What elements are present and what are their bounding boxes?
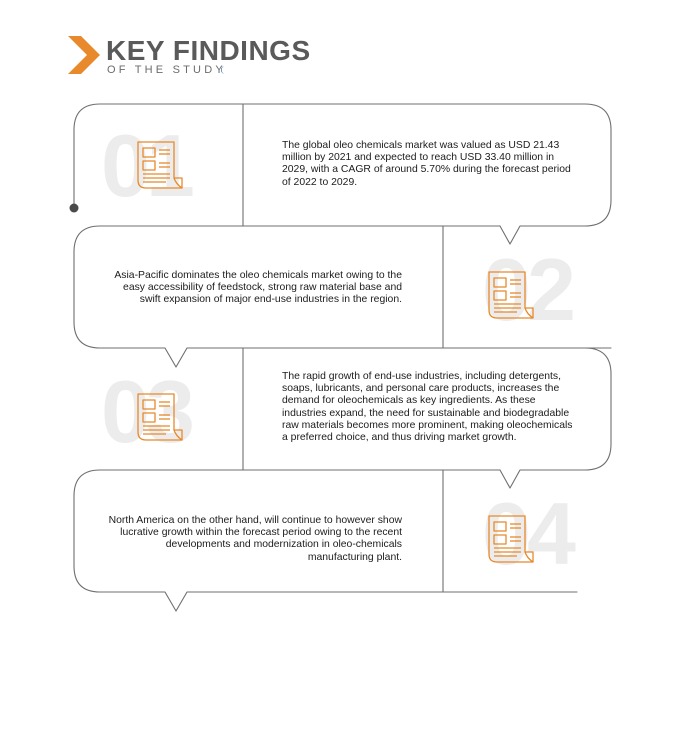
finding-1-number: 01	[101, 116, 191, 215]
crescent-icon	[220, 65, 228, 75]
finding-3-document-icon	[136, 392, 184, 444]
page-subtitle: OF THE STUDY	[107, 64, 226, 76]
timeline-start-dot	[70, 204, 79, 213]
finding-4-text: North America on the other hand, will continue to however show lucrative growth within the forecast period owing to the recent developments and modernization in oleo-chemicals manufacturing plant.	[108, 515, 402, 563]
chevron-logo-icon	[68, 36, 100, 74]
finding-2-number: 02	[482, 240, 572, 339]
finding-1-document-icon	[136, 140, 184, 192]
page-title: KEY FINDINGS	[106, 35, 311, 66]
header	[68, 34, 388, 80]
finding-3-number: 03	[101, 362, 191, 461]
finding-2-text: Asia-Pacific dominates the oleo chemicals market owing to the easy accessibility of feedstock, strong raw material base and swift expansion of major end-use industries in the region.	[114, 270, 402, 306]
finding-4-number: 04	[482, 484, 572, 583]
finding-2-document-icon	[487, 270, 535, 322]
finding-3-text: The rapid growth of end-use industries, including detergents, soaps, lubricants, and personal care products, increases the demand for oleochemicals as key ingredients. As these industries expand, the need for sustainable and biodegradable raw materials becomes more prominent, making oleochemicals a preferred choice, and thus driving market growth.	[282, 371, 573, 444]
finding-1-text: The global oleo chemicals market was valued as USD 21.43 million by 2021 and expected to reach USD 33.40 million in 2029, with a CAGR of around 5.70% during the forecast period of 2022 to 2029.	[282, 140, 571, 188]
finding-4-document-icon	[487, 514, 535, 566]
